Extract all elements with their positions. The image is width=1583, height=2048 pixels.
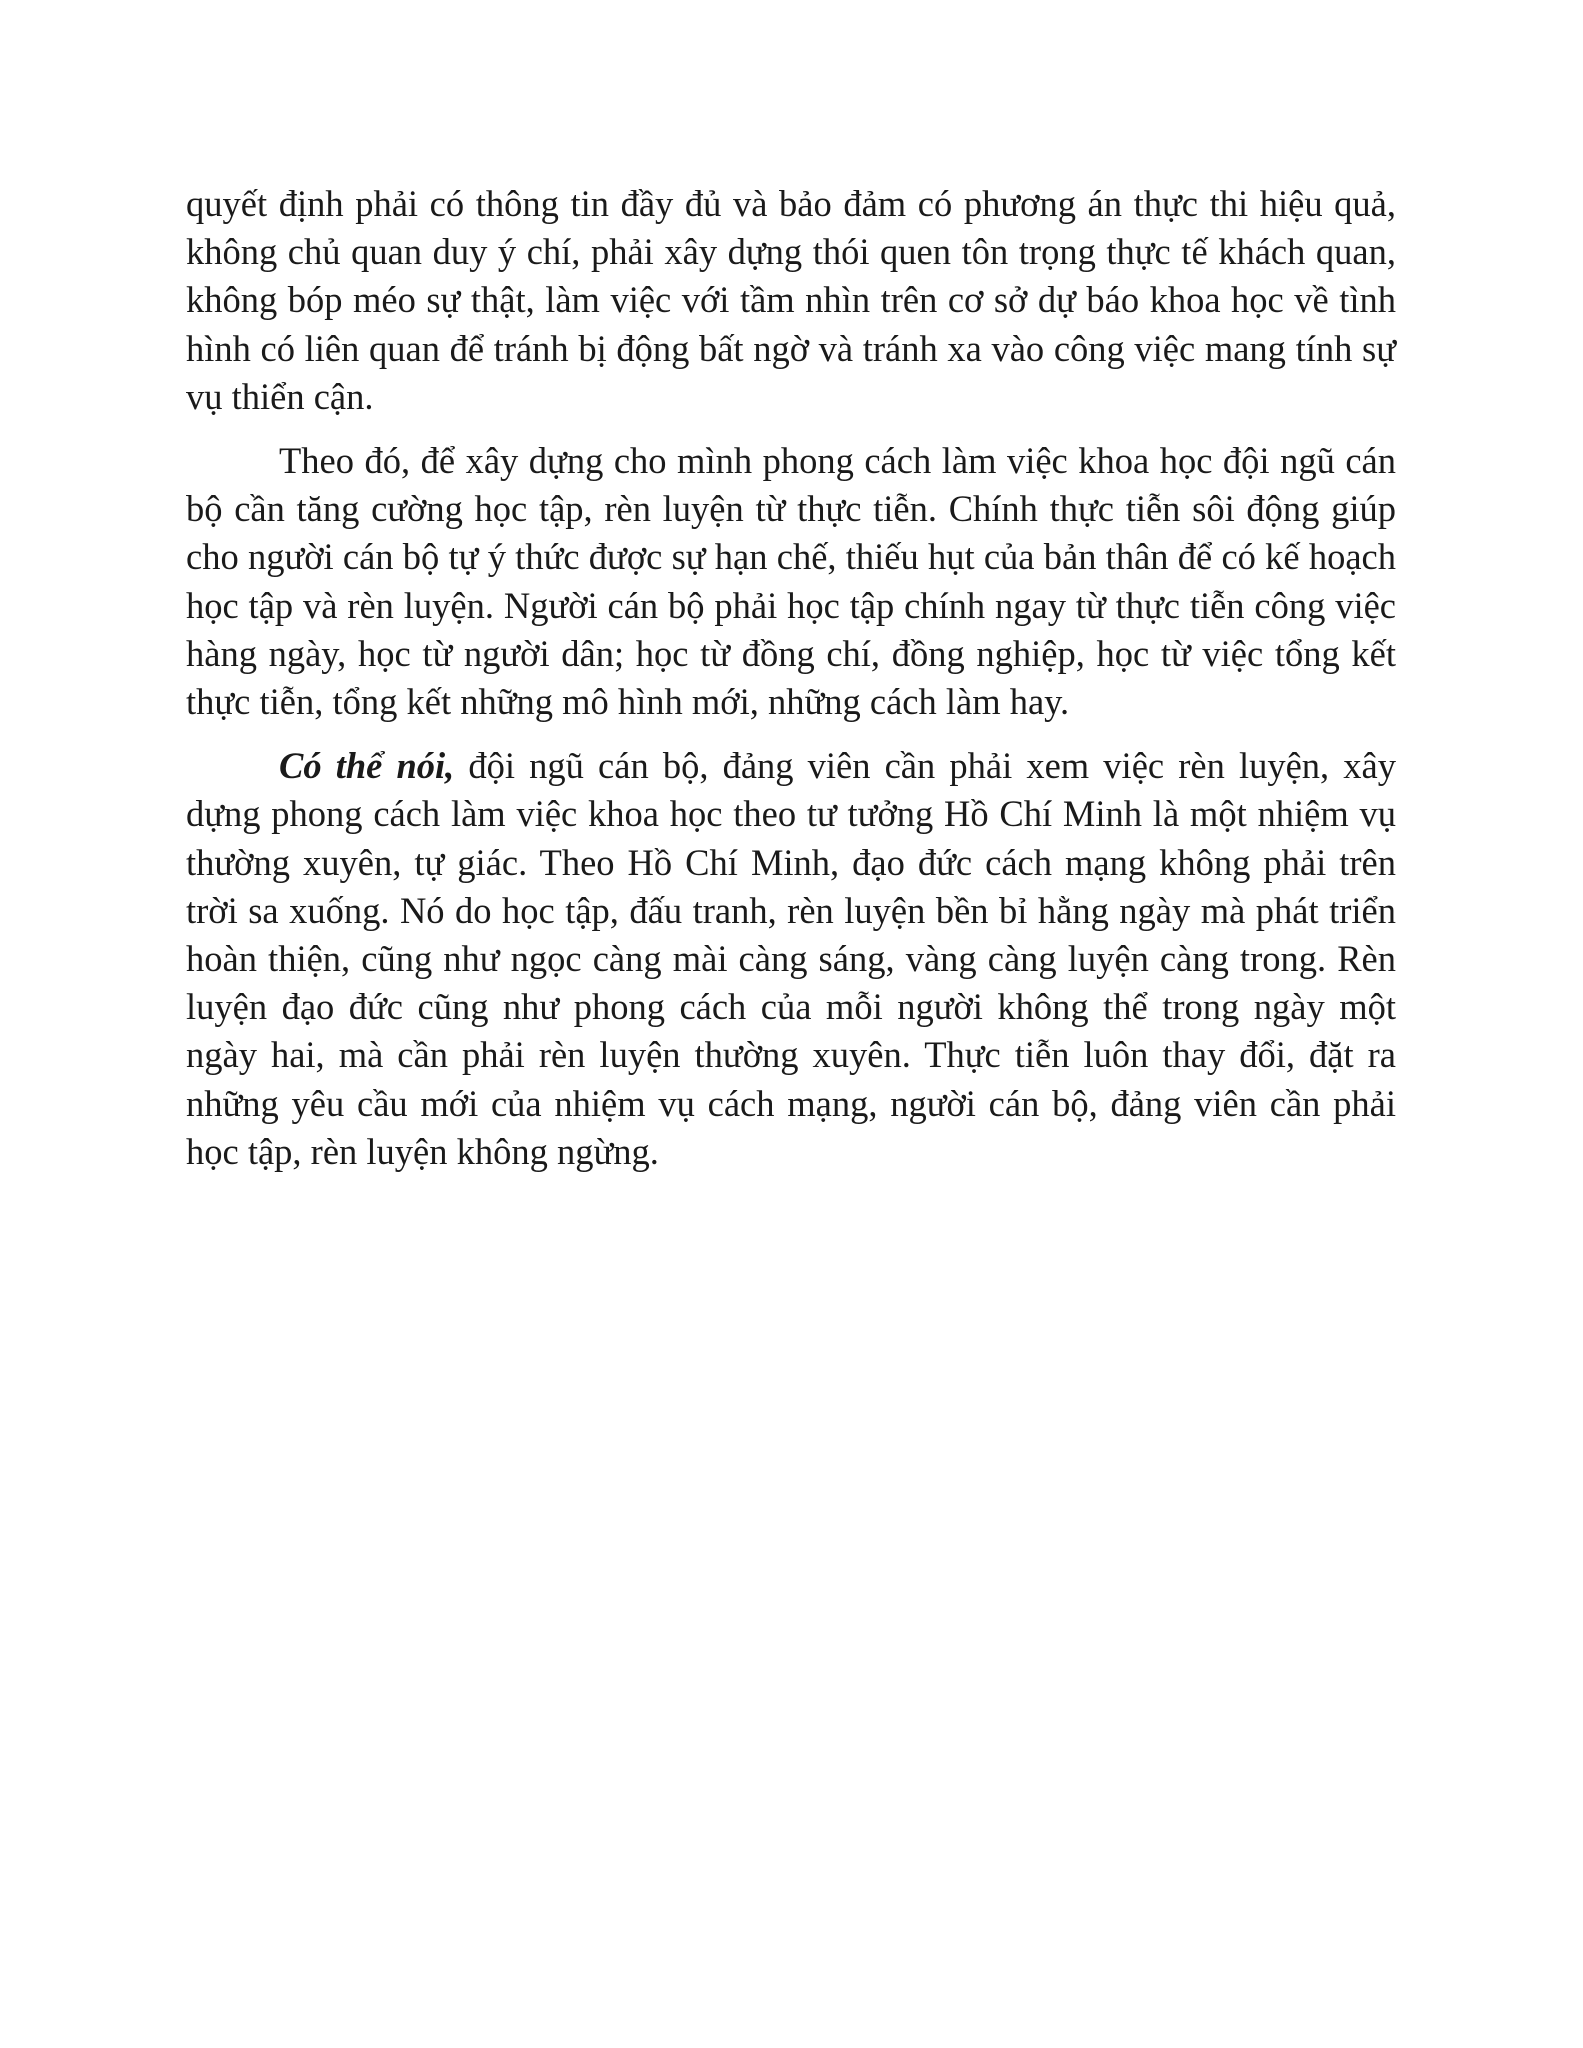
paragraph-text: Theo đó, để xây dựng cho mình phong cách làm việc khoa học đội ngũ cán bộ cần tăng cường học tập, rèn luyện từ thực tiễn. Chính thực tiễn sôi động giúp cho người cán bộ tự ý thức được sự hạn chế, thiếu hụt của bản thân để có kế hoạch học tập và rèn luyện. Người cán bộ phải học tập chính ngay từ thực tiễn công việc hàng ngày, học từ người dân; học từ đồng chí, đồng nghiệp, học từ việc tổng kết thực tiễn, tổng kết những mô hình mới, những cách làm hay.: [186, 440, 1396, 723]
paragraph-text: quyết định phải có thông tin đầy đủ và bảo đảm có phương án thực thi hiệu quả, không chủ quan duy ý chí, phải xây dựng thói quen tôn trọng thực tế khách quan, không bóp méo sự thật, làm việc với tầm nhìn trên cơ sở dự báo khoa học về tình hình có liên quan để tránh bị động bất ngờ và tránh xa vào công việc mang tính sự vụ thiển cận.: [186, 183, 1396, 417]
paragraph-lead-phrase: Có thể nói,: [279, 745, 455, 787]
paragraph-text: đội ngũ cán bộ, đảng viên cần phải xem việc rèn luyện, xây dựng phong cách làm việc khoa học theo tư tưởng Hồ Chí Minh là một nhiệm vụ thường xuyên, tự giác. Theo Hồ Chí Minh, đạo đức cách mạng không phải trên trời sa xuống. Nó do học tập, đấu tranh, rèn luyện bền bỉ hằng ngày mà phát triển hoàn thiện, cũng như ngọc càng mài càng sáng, vàng càng luyện càng trong. Rèn luyện đạo đức cũng như phong cách của mỗi người không thể trong ngày một ngày hai, mà cần phải rèn luyện thường xuyên. Thực tiễn luôn thay đổi, đặt ra những yêu cầu mới của nhiệm vụ cách mạng, người cán bộ, đảng viên cần phải học tập, rèn luyện không ngừng.: [186, 745, 1396, 1172]
paragraph-study-practice: [186, 437, 1396, 726]
paragraph-continuation: [186, 180, 1396, 421]
body-text: [186, 180, 1396, 1192]
paragraph-conclusion: [186, 742, 1396, 1176]
